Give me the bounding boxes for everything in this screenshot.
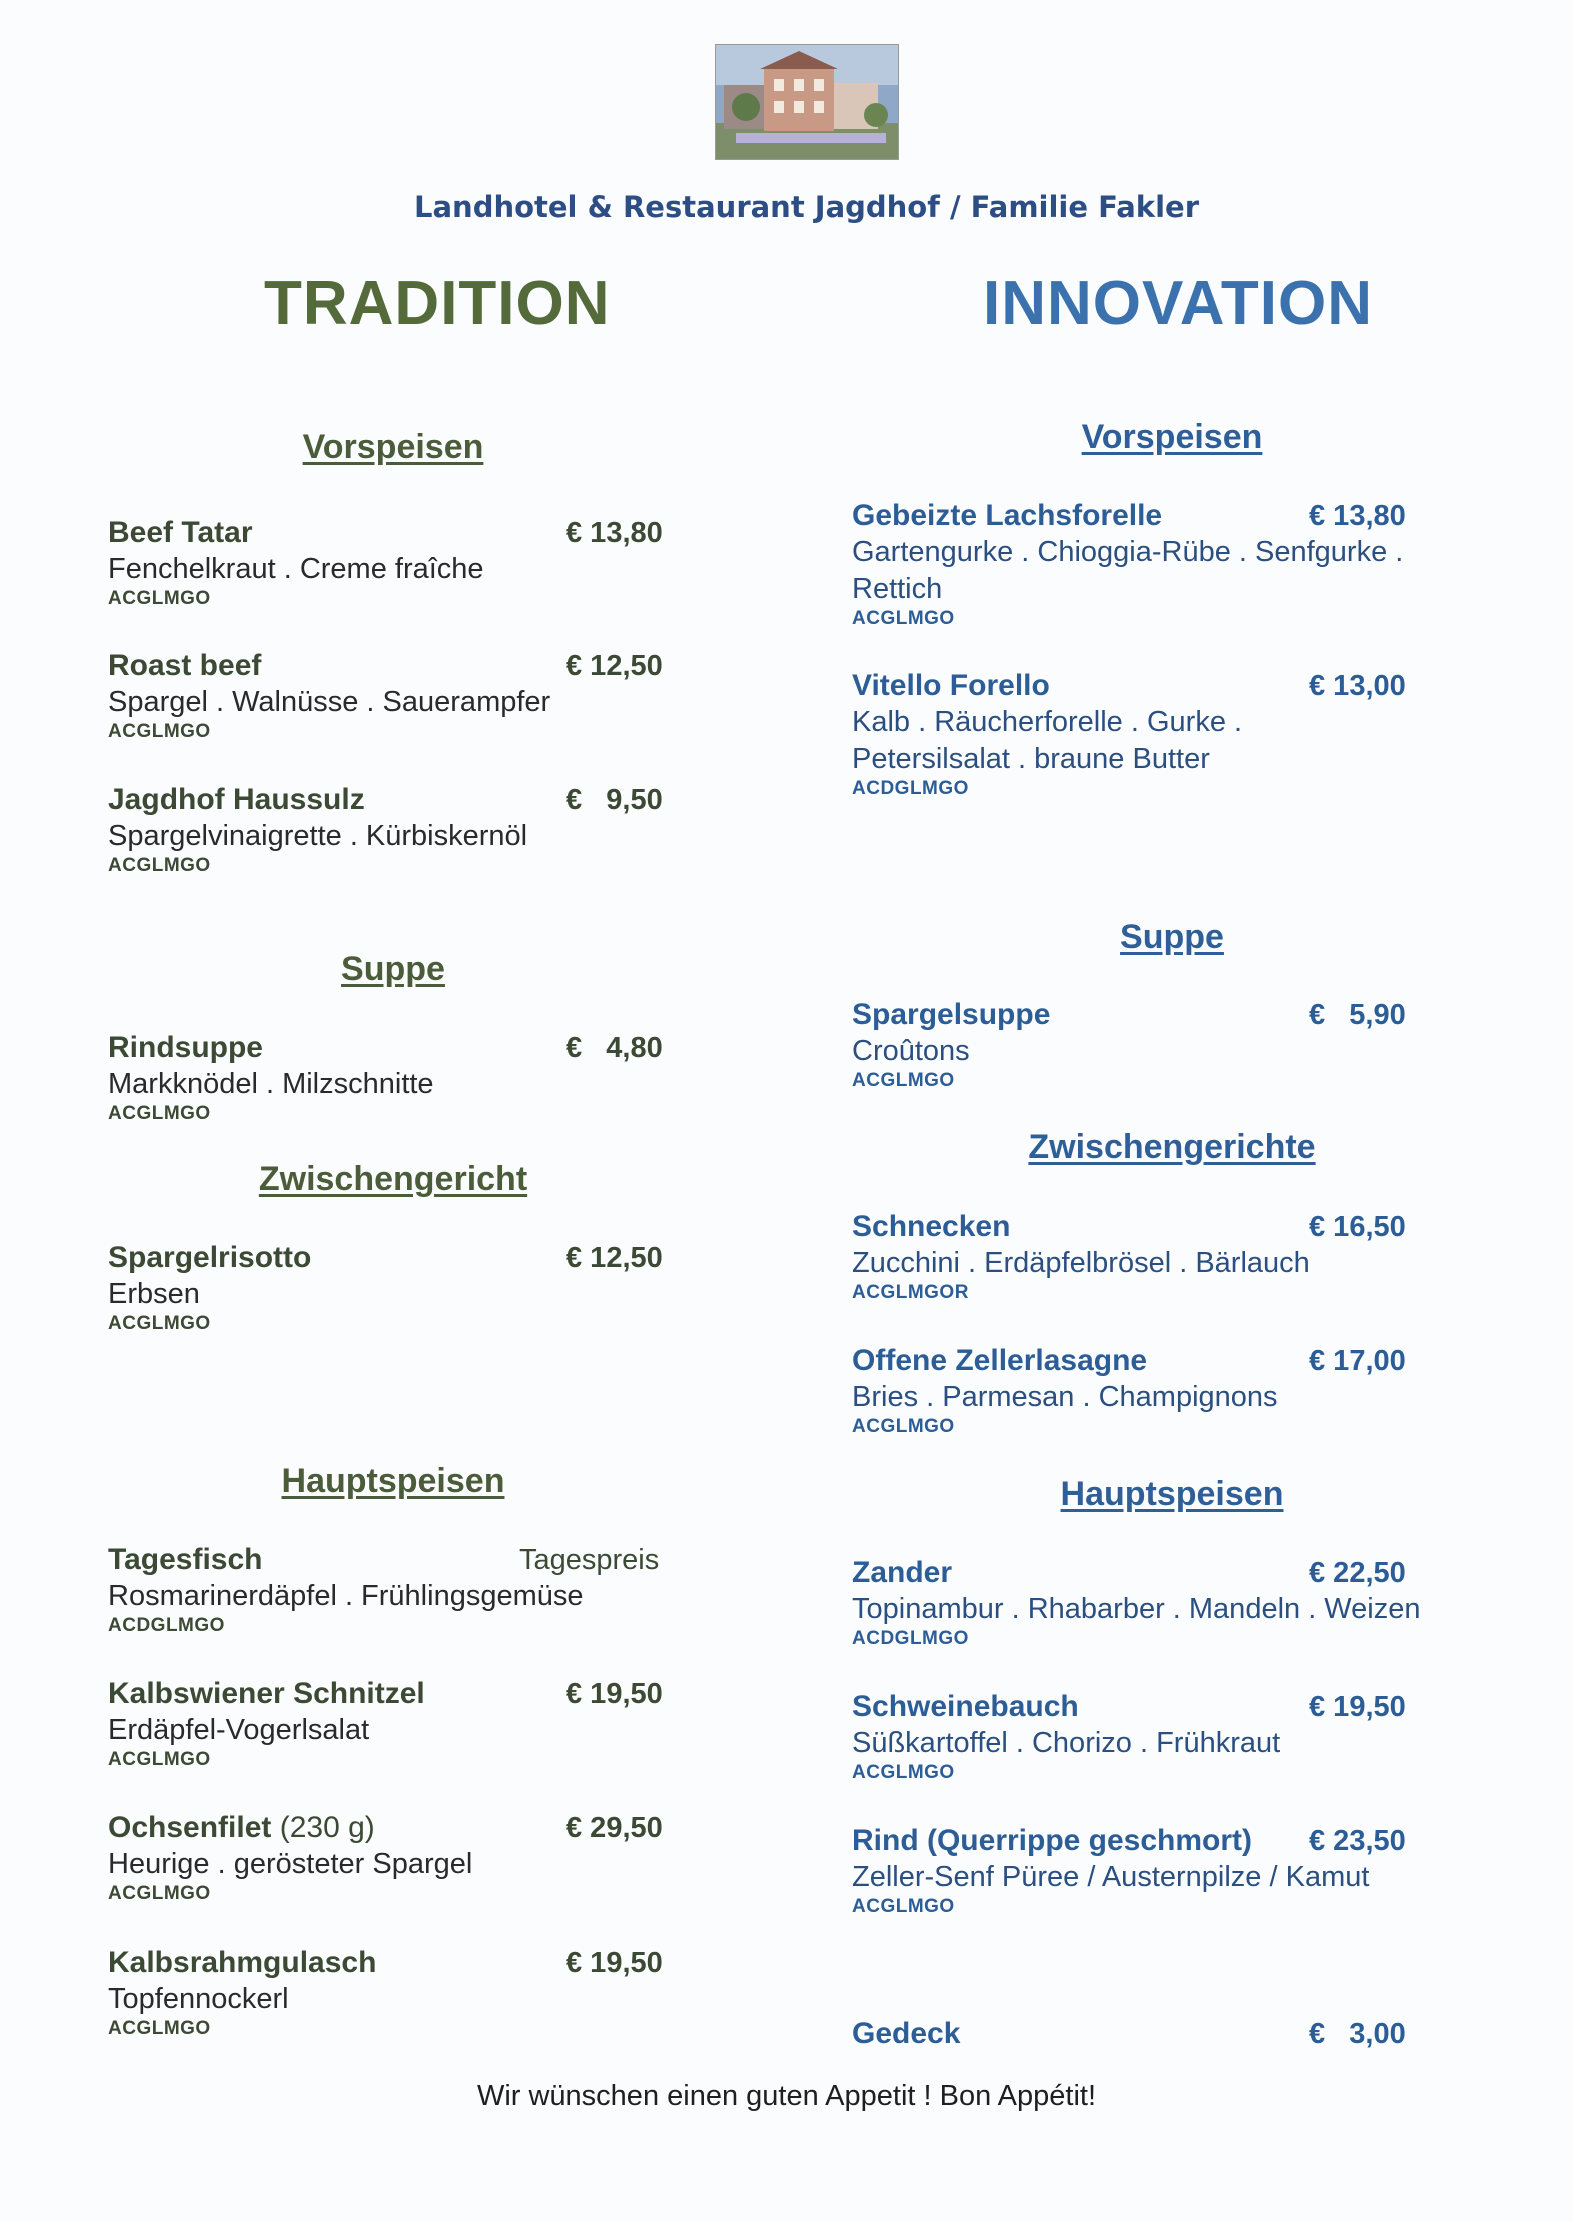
dish-description: Zucchini . Erdäpfelbrösel . Bärlauch (852, 1247, 1310, 1279)
allergen-codes: ACGLMGO (108, 1883, 211, 1904)
dish-price: € 19,50 (566, 1678, 663, 1710)
menu-item (852, 1823, 1492, 1918)
allergen-codes: ACGLMGO (108, 588, 211, 609)
allergen-codes: ACGLMGO (852, 608, 955, 629)
section-heading: Hauptspeisen (1060, 1475, 1284, 1513)
section-heading: Zwischengericht (258, 1160, 528, 1198)
dish-description: Topfennockerl (108, 1983, 289, 2015)
dish-description: Bries . Parmesan . Champignons (852, 1381, 1278, 1413)
dish-name-text: Ochsenfilet (108, 1811, 272, 1844)
menu-item (108, 1542, 678, 1637)
dish-description: Croûtons (852, 1035, 970, 1067)
dish-name: Spargelsuppe (852, 998, 1051, 1031)
innovation-title: INNOVATION (983, 269, 1374, 338)
hotel-painting-icon (716, 45, 898, 159)
tradition-title: TRADITION (264, 269, 611, 338)
section-heading: Zwischengerichte (1028, 1128, 1316, 1166)
dish-price: € 23,50 (1309, 1825, 1406, 1857)
dish-name: Spargelrisotto (108, 1241, 312, 1274)
dish-price: € 16,50 (1309, 1211, 1406, 1243)
allergen-codes: ACGLMGO (108, 1103, 211, 1124)
dish-name: Beef Tatar (108, 516, 253, 549)
dish-name: Schweinebauch (852, 1690, 1079, 1723)
menu-item (108, 1030, 678, 1125)
dish-price: Tagespreis (519, 1544, 660, 1576)
dish-name: Tagesfisch (108, 1543, 263, 1576)
dish-name: Schnecken (852, 1210, 1011, 1243)
dish-name: Rindsuppe (108, 1031, 263, 1064)
menu-item (108, 648, 678, 743)
dish-name: Kalbsrahmgulasch (108, 1946, 377, 1979)
dish-price: € 19,50 (566, 1947, 663, 1979)
dish-description: Süßkartoffel . Chorizo . Frühkraut (852, 1727, 1281, 1759)
dish-price: € 5,90 (1309, 999, 1406, 1031)
dish-price: € 12,50 (566, 1242, 663, 1274)
menu-item (852, 997, 1492, 1092)
menu-item (852, 498, 1492, 630)
allergen-codes: ACGLMGO (108, 721, 211, 742)
allergen-codes: ACGLMGO (108, 1749, 211, 1770)
section-heading: Suppe (341, 950, 445, 988)
cover-charge (852, 2016, 1492, 2052)
hotel-name: Landhotel & Restaurant Jagdhof / Familie Fakler (414, 190, 1199, 224)
menu-item (852, 1209, 1492, 1304)
menu-item (108, 515, 678, 610)
allergen-codes: ACGLMGO (852, 1762, 955, 1783)
footer-greeting: Wir wünschen einen guten Appetit ! Bon Appétit! (476, 2080, 1097, 2112)
allergen-codes: ACGLMGO (108, 2018, 211, 2039)
dish-description: Topinambur . Rhabarber . Mandeln . Weizen (852, 1593, 1421, 1625)
dish-name: Roast beef (108, 649, 262, 682)
menu-item (108, 1945, 678, 2040)
dish-description: Kalb . Räucherforelle . Gurke . Petersilsalat . braune Butter (852, 706, 1243, 775)
dish-description: Fenchelkraut . Creme fraîche (108, 553, 484, 585)
menu-item (852, 1689, 1492, 1784)
dish-price: € 9,50 (566, 784, 663, 816)
dish-price: € 13,00 (1309, 670, 1406, 702)
section-heading: Vorspeisen (302, 428, 484, 466)
dish-name: Offene Zellerlasagne (852, 1344, 1148, 1377)
menu-item (852, 668, 1492, 800)
allergen-codes: ACGLMGO (852, 1070, 955, 1091)
dish-price: € 4,80 (566, 1032, 663, 1064)
dish-name: Rind (Querrippe geschmort) (852, 1824, 1253, 1857)
allergen-codes: ACGLMGO (108, 855, 211, 876)
dish-description: Rosmarinerdäpfel . Frühlingsgemüse (108, 1580, 584, 1612)
allergen-codes: ACDGLMGO (852, 778, 969, 799)
dish-name: Jagdhof Haussulz (108, 783, 365, 816)
dish-description: Spargelvinaigrette . Kürbiskernöl (108, 820, 528, 852)
menu-item (108, 1240, 678, 1335)
dish-description: Gartengurke . Chioggia-Rübe . Senfgurke . Rettich (852, 536, 1404, 605)
menu-item (108, 1676, 678, 1771)
dish-description: Zeller-Senf Püree / Austernpilze / Kamut (852, 1861, 1370, 1893)
section-heading: Vorspeisen (1081, 418, 1263, 456)
menu-item (852, 1555, 1492, 1650)
allergen-codes: ACGLMGO (852, 1896, 955, 1917)
dish-price: € 22,50 (1309, 1557, 1406, 1589)
allergen-codes: ACDGLMGO (108, 1615, 225, 1636)
menu-item (108, 782, 678, 877)
dish-description: Erbsen (108, 1278, 200, 1310)
menu-item (852, 1343, 1492, 1438)
dish-description: Erdäpfel-Vogerlsalat (108, 1714, 370, 1746)
dish-weight-note: (230 g) (271, 1811, 375, 1844)
dish-description: Heurige . gerösteter Spargel (108, 1848, 473, 1880)
dish-price: € 19,50 (1309, 1691, 1406, 1723)
dish-price: € 12,50 (566, 650, 663, 682)
section-heading: Hauptspeisen (281, 1462, 505, 1500)
hotel-logo (715, 44, 899, 160)
allergen-codes: ACGLMGO (852, 1416, 955, 1437)
dish-name: Zander (852, 1556, 953, 1589)
allergen-codes: ACGLMGOR (852, 1282, 969, 1303)
dish-name: Gebeizte Lachsforelle (852, 499, 1163, 532)
allergen-codes: ACDGLMGO (852, 1628, 969, 1649)
dish-price: € 29,50 (566, 1812, 663, 1844)
dish-name: Vitello Forello (852, 669, 1050, 702)
dish-description: Spargel . Walnüsse . Sauerampfer (108, 686, 551, 718)
dish-price: € 13,80 (566, 517, 663, 549)
cover-charge-price: € 3,00 (1309, 2018, 1406, 2050)
dish-description: Markknödel . Milzschnitte (108, 1068, 434, 1100)
cover-charge-label: Gedeck (852, 2017, 961, 2050)
dish-name: Kalbswiener Schnitzel (108, 1677, 425, 1710)
section-heading: Suppe (1120, 918, 1224, 956)
dish-price: € 17,00 (1309, 1345, 1406, 1377)
menu-item (108, 1810, 678, 1905)
dish-price: € 13,80 (1309, 500, 1406, 532)
allergen-codes: ACGLMGO (108, 1313, 211, 1334)
